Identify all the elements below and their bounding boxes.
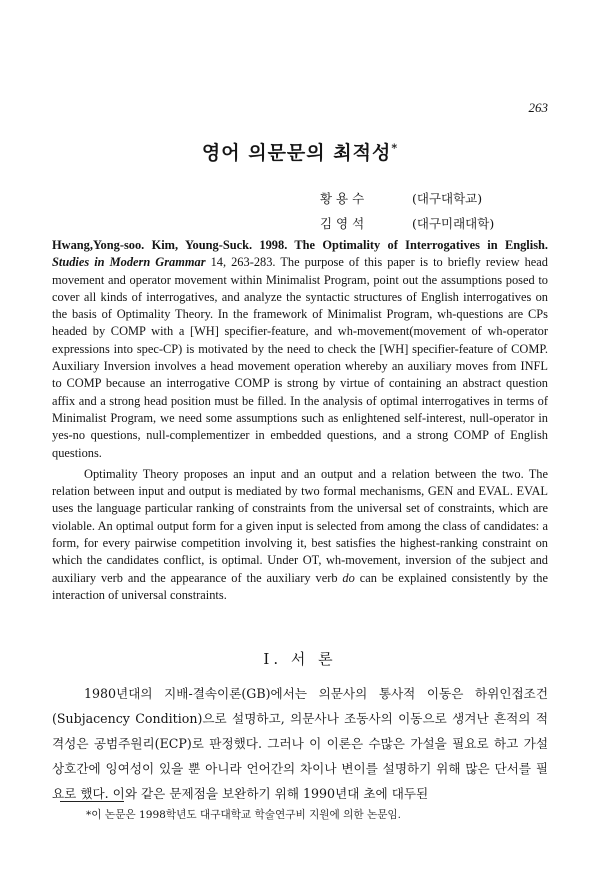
author-line-1 [320,186,550,211]
author-line-2 [320,211,550,236]
author-name: 김 영 석 [320,216,365,231]
abstract-text-2a: Optimality Theory proposes an input and an output and a relation between the two. The relation between input and output is mediated by two formal mechanisms, GEN and EVAL. EVAL uses the language particular ranking of constraints from the universal set of constraints, which are violable. An optimal output form for a given input is selected from among the class of candidates: a form, for every pairwise competition involving it, best satisfies the highest-ranking constraint on which the candidates conflict, is optimal. Under OT, wh-movement, inversion of the subject and auxiliary verb and the appearance of the auxiliary verb [52,466,548,585]
journal-name: Studies in Modern Grammar [52,255,206,270]
abstract-text-1: The purpose of this paper is to briefly review head movement and operator movement within Minimalist Program, point out the assumptions posed to cover all kinds of interrogatives, and analyze the syntactic structures of English interrogatives on the basis of Optimality Theory. In the framework of Minimalist Program, wh-questions are CPs headed by COMP with a [WH] specifier-feature, and wh-movement(movement of wh-operator expressions into spec-CP) is motivated by the need to check the [WH] specifier-feature of COMP. Auxiliary Inversion involves a head movement operation whereby an auxiliary moves from INFL to COMP because an interrogative COMP is strong by virtue of containing an abstract question affix and a strong head position must be filled. In the analysis of optimal interrogatives in terms of Minimalist Program, we need some assumptions such as enlightened self-interest, null-operator in yes-no questions, null-complementizer in embedded questions, and a strong COMP of English questions. [52,255,548,460]
abstract [52,237,548,604]
citation-authors: Hwang,Yong-soo. Kim, Young-Suck. 1998. The Optimality of Interrogatives in English. [52,238,548,252]
page-number: 263 [528,100,548,115]
abstract-text-2b: can be explained consistently by the interaction of universal constraints. [52,570,548,602]
paper-title [0,138,600,165]
author-affiliation: (대구미래대학) [412,216,495,231]
author-name: 황 용 수 [320,191,365,206]
abstract-paragraph-1 [52,237,548,462]
footnote: *이 논문은 1998학년도 대구대학교 학술연구비 지원에 의한 논문임. [86,809,402,821]
abstract-paragraph-2 [52,466,548,604]
author-affiliation: (대구대학교) [412,191,483,206]
title-text: 영어 의문문의 최적성 [201,142,392,164]
abstract-italic-do: do [342,570,355,585]
author-block [320,186,550,236]
citation-volume-pages: 14, 263-283. [205,255,276,270]
section-heading: I. 서 론 [263,650,337,668]
title-footnote-marker: * [391,141,399,155]
footnote-divider [60,801,124,802]
body-paragraph: 1980년대의 지배-결속이론(GB)에서는 의문사의 통사적 이동은 하위인접조건(Subjacency Condition)으로 설명하고, 의문사나 조동사의 이동으로 생겨난 흔적의 적격성은 공범주원리(ECP)로 판정했다. 그러나 이 이론은 수많은 가설을 필요로 하고 가설 상호간에 잉여성이 있을 뿐 아니라 언어간의 차이나 변이를 설명하기 위해 많은 단서를 필요로 했다. 이와 같은 문제점을 보완하기 위해 1990년대 초에 대두된 [52,686,548,801]
